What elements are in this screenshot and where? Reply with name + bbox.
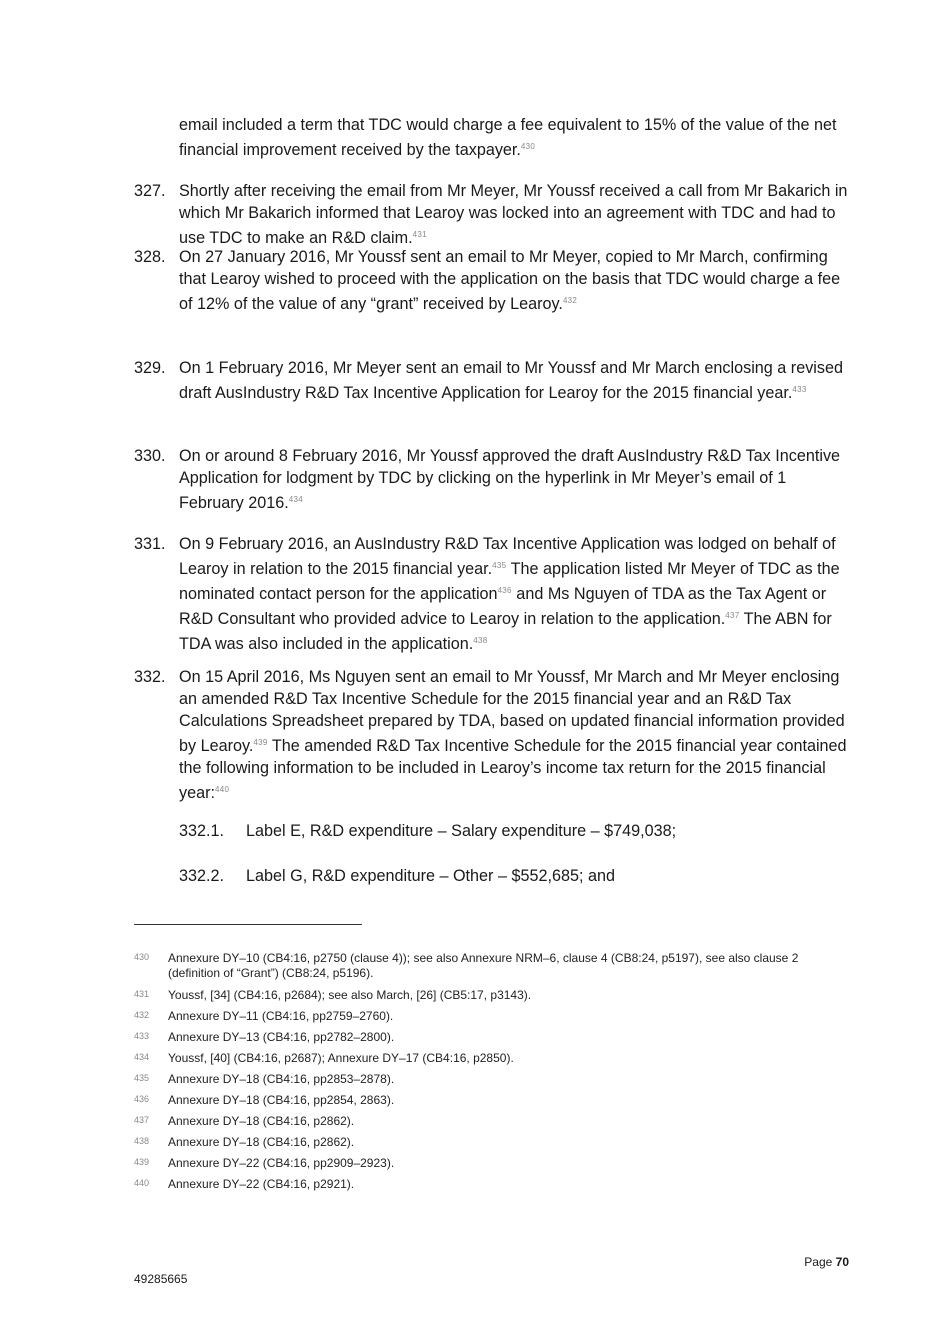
footnote-ref[interactable]: 434 (288, 495, 304, 504)
footnote-number: 436 (134, 1094, 150, 1104)
footnote-ref[interactable]: 435 (492, 561, 507, 570)
paragraph-number: 329. (134, 359, 166, 377)
sub-paragraph-text: Label G, R&D expenditure – Other – $552,685; and (246, 867, 615, 885)
footnote-number: 431 (134, 989, 150, 999)
footnote (134, 1177, 834, 1192)
numbered-paragraph (134, 246, 854, 315)
paragraph-text: Shortly after receiving the email from Mr Meyer, Mr Youssf received a call from Mr Bakarich in which Mr Bakarich informed that Learoy was locked into an agreement with TDC and had to use TDC to make an R&D claim. (179, 182, 848, 247)
paragraph-body (179, 445, 854, 514)
numbered-paragraph (134, 357, 854, 404)
footnote-number: 432 (134, 1010, 150, 1020)
paragraph-text: The amended R&D Tax Incentive Schedule for the 2015 financial year contained the following information to be included in Learoy’s income tax return for the 2015 financial year: (179, 737, 847, 802)
footnote-ref[interactable]: 430 (520, 142, 536, 151)
footnote (134, 1114, 834, 1129)
paragraph-number: 328. (134, 248, 166, 266)
numbered-paragraph (134, 666, 854, 804)
footnote (134, 1135, 834, 1150)
paragraph-text: and Ms Nguyen of TDA as the Tax Agent or R&D Consultant who provided advice to Learoy in relation to the application. (179, 585, 827, 628)
footnote-text: Annexure DY–18 (CB4:16, p2862). (168, 1135, 355, 1149)
paragraph-body (179, 533, 854, 655)
footnote-number: 440 (134, 1178, 150, 1188)
numbered-paragraph (134, 180, 854, 249)
footnote (134, 1051, 834, 1066)
footnote-number: 434 (134, 1052, 150, 1062)
footnote (134, 1009, 834, 1024)
page-number-value: 70 (835, 1255, 849, 1269)
paragraph-text: On 9 February 2016, an AusIndustry R&D Tax Incentive Application was lodged on behalf of Learoy in relation to the 2015 financial year. (179, 535, 836, 578)
paragraph-text: On 15 April 2016, Ms Nguyen sent an email to Mr Youssf, Mr March and Mr Meyer enclosing an amended R&D Tax Incentive Schedule for the 2015 financial year and an R&D Tax Calculations Spreadsheet prepared by TDA, based on updated financial information provided by Learoy. (179, 668, 845, 755)
page-number (804, 1255, 849, 1269)
paragraph-number: 330. (134, 447, 166, 465)
footnote-number: 438 (134, 1136, 150, 1146)
paragraph-text: The application listed Mr Meyer of TDC as the nominated contact person for the application (179, 560, 840, 603)
footnote-ref[interactable]: 431 (412, 230, 427, 239)
numbered-paragraph (134, 445, 854, 514)
paragraph-body (179, 180, 854, 249)
footnote-number: 437 (134, 1115, 150, 1125)
paragraph-body (179, 357, 854, 404)
footnote (134, 1030, 834, 1045)
sub-paragraph-number: 332.1. (179, 822, 225, 840)
footnote-ref[interactable]: 438 (473, 636, 488, 645)
footnote (134, 1156, 834, 1171)
paragraph-number: 331. (134, 535, 166, 553)
paragraph-number: 327. (134, 182, 166, 200)
footnote-text: Annexure DY–10 (CB4:16, p2750 (clause 4)); see also Annexure NRM–6, clause 4 (CB8:24, p5197), see also clause 2 (definition of “Grant”) (CB8:24, p5196). (168, 951, 799, 980)
footnote-text: Annexure DY–18 (CB4:16, p2862). (168, 1114, 355, 1128)
sub-paragraph-number: 332.2. (179, 867, 225, 885)
paragraph-text: On 1 February 2016, Mr Meyer sent an email to Mr Youssf and Mr March enclosing a revised draft AusIndustry R&D Tax Incentive Application for Learoy for the 2015 financial year. (179, 359, 843, 402)
paragraph-body (179, 246, 854, 315)
paragraph-number: 332. (134, 668, 166, 686)
page-label: Page (804, 1255, 836, 1269)
sub-paragraph (179, 865, 615, 887)
footnote (134, 1072, 834, 1087)
footnote-ref[interactable]: 433 (792, 385, 807, 394)
paragraph-text: On 27 January 2016, Mr Youssf sent an email to Mr Meyer, copied to Mr March, confirming that Learoy wished to proceed with the application on the basis that TDC would charge a fee of 12% of the value of any “grant” received by Learoy. (179, 248, 841, 313)
footnote-text: Annexure DY–11 (CB4:16, pp2759–2760). (168, 1009, 394, 1023)
footnote-ref[interactable]: 440 (215, 785, 230, 794)
sub-paragraph (179, 820, 676, 842)
footnote-number: 430 (134, 952, 150, 962)
numbered-paragraph (134, 533, 854, 655)
document-id: 49285665 (134, 1272, 188, 1286)
footnote-text: Annexure DY–18 (CB4:16, pp2854, 2863). (168, 1093, 395, 1107)
footnote-ref[interactable]: 432 (562, 296, 578, 305)
footnote-text: Youssf, [40] (CB4:16, p2687); Annexure DY–17 (CB4:16, p2850). (168, 1051, 514, 1065)
footnote-ref[interactable]: 439 (253, 738, 268, 747)
footnote-text: Youssf, [34] (CB4:16, p2684); see also March, [26] (CB5:17, p3143). (168, 988, 532, 1002)
footnote-number: 439 (134, 1157, 150, 1167)
footnote-ref[interactable]: 437 (725, 611, 740, 620)
paragraph-text: email included a term that TDC would charge a fee equivalent to 15% of the value of the net financial improvement received by the taxpayer. (179, 116, 837, 159)
footnote (134, 1093, 834, 1108)
footnote-text: Annexure DY–22 (CB4:16, pp2909–2923). (168, 1156, 395, 1170)
paragraph-continuation (134, 114, 854, 161)
paragraph-body (179, 666, 854, 804)
footnote-number: 435 (134, 1073, 150, 1083)
footnote-separator (134, 924, 362, 925)
paragraph-text: The ABN for TDA was also included in the application. (179, 610, 832, 653)
footnote-text: Annexure DY–22 (CB4:16, p2921). (168, 1177, 355, 1191)
footnote (134, 951, 834, 981)
sub-paragraph-text: Label E, R&D expenditure – Salary expenditure – $749,038; (246, 822, 677, 840)
footnote (134, 988, 834, 1003)
footnote-text: Annexure DY–18 (CB4:16, pp2853–2878). (168, 1072, 395, 1086)
footnote-text: Annexure DY–13 (CB4:16, pp2782–2800). (168, 1030, 395, 1044)
paragraph-text: On or around 8 February 2016, Mr Youssf approved the draft AusIndustry R&D Tax Incentive Application for lodgment by TDC by clicking on the hyperlink in Mr Meyer’s email of 1 February 2016. (179, 447, 841, 512)
footnote-number: 433 (134, 1031, 150, 1041)
footnote-ref[interactable]: 436 (497, 586, 512, 595)
